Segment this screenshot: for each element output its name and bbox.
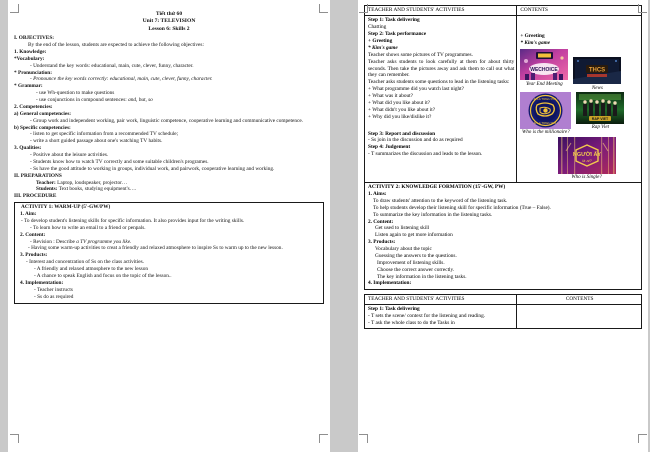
activity-1-aim-heading: 1. Aim:	[20, 211, 37, 217]
objectives-intro: By the end of the lesson, students are expected to achieve the following objectives:	[28, 42, 204, 48]
grammar-heading: * Grammar:	[14, 83, 43, 90]
lead-in-question-5: + Why did you like/dislike it?	[368, 113, 432, 120]
grammar-item-1: - use Wh-question to make questions	[36, 90, 115, 97]
preparations-students	[14, 186, 324, 193]
step-2-heading: Step 2: Task performance	[368, 31, 427, 38]
grammar-item-2-text: - use conjunctions in compound sentences:	[36, 97, 129, 103]
contents-cell	[517, 305, 642, 329]
right-page-body	[358, 0, 648, 329]
svg-text:WECHOICE: WECHOICE	[530, 67, 559, 74]
kims-game-line: * Kim's game	[368, 44, 398, 51]
preparations-teacher-text: Laptop, loudspeaker, projector…	[55, 179, 128, 186]
contents-cell	[517, 16, 642, 183]
activity-1-aim-item-1: - To develop student's listening skills for specific information. It also provides input for the writing skills.	[21, 217, 245, 224]
section-qualities	[14, 145, 324, 173]
title-line-2: Unit 7: TELEVISION	[142, 18, 196, 25]
activity-2-content-item-2: Listen again to get more information	[375, 232, 453, 239]
picture-item-who-is-the-millionaire	[520, 92, 571, 136]
picture-caption: Who is the millionaire?	[521, 129, 570, 136]
preparations-teacher-label: Teacher:	[36, 179, 56, 186]
activity-1-implementation-item-1: - Teacher instructs	[34, 286, 73, 293]
lead-in-question-2: + What was it about?	[368, 93, 413, 99]
greeting-line: + Greeting	[368, 38, 393, 44]
activity-1-products-item-3: - A chance to speak English and focus on the topic of the lesson..	[34, 272, 172, 279]
step-1-item-2: - T ask the whole class to do the Tasks in	[368, 319, 455, 326]
picture-caption: Rap Viet	[591, 124, 609, 131]
picture-item-year-end-meeting	[520, 49, 568, 87]
step-1-heading: Step 1: Task delivering	[368, 17, 420, 24]
svg-text:NGƯỜI ẤY: NGƯỜI ẤY	[572, 151, 601, 158]
pronunciation-heading: * Pronunciation:	[14, 69, 53, 76]
objectives-heading: I. OBJECTIVES:	[14, 35, 55, 42]
specific-competencies-item-1: - listen to get specific information from a recommended TV schedule;	[30, 131, 179, 138]
qualities-item-1: - Positive about the leisure activities.	[30, 152, 109, 158]
activity-2-aim-item-3: To summarize the key information in the listening tasks.	[373, 211, 493, 218]
step-1-item-1: - T sets the scene/ context for the listening and reading.	[368, 313, 486, 320]
general-competencies-item: - Group work and independent working, pair work, linguistic competence, cooperative learning and communicative competence.	[30, 117, 303, 124]
competencies-heading: 2. Competencies:	[14, 103, 53, 110]
rap-viet-icon	[576, 92, 624, 124]
left-page-body	[8, 0, 330, 304]
activity-1-products-item-1: - Interest and concentration of Ss on the class activities.	[26, 259, 144, 266]
svg-text:RAP VIET: RAP VIET	[592, 116, 609, 121]
activity-2-aim-item-2: To help students develop their listening skill for specific information (True – False).	[373, 204, 551, 211]
activity-1-box	[14, 202, 324, 305]
qualities-item-3: - Ss have the good attitude to working in groups, individual work, and pairwork, cooperative learning and working.	[30, 165, 275, 172]
title-line-1: Tiết thứ 60	[155, 11, 183, 17]
activity-2-products-item-1: Vocabulary about the topic	[375, 246, 432, 253]
tv-programme-pictures	[520, 47, 639, 181]
document-title	[14, 11, 324, 33]
preparations-students-text: Text books, studying equipment's….	[57, 186, 137, 193]
activity-1-implementation-item-2: - Ss do as required	[34, 293, 74, 300]
svg-text:AI LA TRIEU PHU: AI LA TRIEU PHU	[533, 120, 558, 125]
picture-item-who-is-single	[558, 137, 616, 181]
picture-caption: Who is Single?	[571, 174, 602, 181]
activity-1-aim-item-2: - To learn how to write an email to a friend or penpals.	[30, 224, 146, 231]
activity-1-products-item-2: - A friendly and relaxed atmosphere to the new lesson	[34, 266, 148, 272]
section-competencies	[14, 104, 324, 145]
column-header-contents: CONTENTS	[517, 294, 642, 304]
picture-row-3	[520, 137, 639, 181]
picture-caption: News	[591, 84, 603, 91]
preparations-students-label: Students:	[36, 186, 58, 193]
activity-2-products-item-5: The key information in the listening tasks.	[377, 273, 467, 280]
knowledge-heading: 1. Knowledge:	[14, 48, 47, 55]
pronunciation-dash: -	[30, 76, 34, 83]
step-4-body: - T summarizes the discussion and leads to the lesson.	[368, 151, 483, 158]
qualities-item-2: - Students know how to watch TV correctly and some suitable children's programes.	[30, 158, 209, 165]
picture-item-rap-viet	[576, 92, 624, 131]
activity-2-products-item-2: Guessing the answers to the questions.	[375, 252, 457, 259]
column-header-activities: TEACHER AND STUDENTS' ACTIVITIES	[365, 294, 517, 304]
table-row	[365, 305, 642, 329]
page-left	[8, 0, 330, 452]
news-icon	[573, 57, 621, 84]
activities-paragraph-3: Teacher asks students some questions to lead in the listening tasks:	[368, 79, 510, 86]
activity-2-aim-item-1: To draw students' attention to the keyword of the listening task.	[373, 197, 508, 204]
activity-1-content-item-2: - Having some warm-up activities to creat a friendly and relaxed atmosphere to inspire Ss to warm up to the new lesson.	[28, 245, 283, 252]
activity-2-aim-heading: 1. Aims:	[368, 191, 387, 198]
picture-item-news	[573, 49, 621, 91]
table-header-row	[365, 6, 642, 16]
preparations-heading: II. PREPARATIONS	[14, 172, 62, 179]
who-is-single-icon	[558, 137, 616, 174]
activities-cell	[365, 305, 517, 329]
title-line-3: Lesson 6: Skills 2	[148, 25, 190, 32]
pronunciation-text: Pronounce the key words correctly: educational, main, cute, clever, funny, character.	[33, 76, 213, 83]
qualities-heading: 3. Qualities:	[14, 145, 42, 152]
activities-cell	[365, 16, 517, 183]
section-preparations	[14, 173, 324, 194]
step-1-body: Chatting	[368, 24, 387, 31]
svg-text:là ai?: là ai?	[581, 157, 592, 163]
activity-2-title: ACTIVITY 2: KNOWLEDGE FORMATION (15'-GW, PW)	[368, 184, 506, 191]
activity-2-content-item-1: Get used to listening skill	[375, 225, 430, 232]
activity-2-products-heading: 3. Products:	[368, 239, 396, 246]
activity-2-products-item-3: Improvement of listening skills.	[377, 259, 445, 266]
table-row	[365, 16, 642, 183]
contents-greeting: + Greeting	[520, 33, 545, 40]
activity-1-content-item-1-italic: a TV programme you like.	[76, 238, 132, 245]
activity-2-steps-table	[364, 294, 642, 330]
vocabulary-item: - Understand the key words: educational, main, cute, clever, funny, character.	[30, 62, 194, 69]
pronunciation-item	[14, 76, 324, 83]
activity-1-implementation-heading: 4. Implementation:	[20, 279, 64, 286]
activity-2-cell	[365, 183, 642, 290]
column-header-contents: CONTENTS	[517, 6, 642, 16]
preparations-teacher	[14, 180, 324, 187]
lead-in-question-3: + What did you like about it?	[368, 99, 431, 106]
activities-paragraph-2: Teacher asks students to look carefully at them for about thirty seconds. Then take the pictures away and ask them to call out what they can remember.	[368, 58, 515, 79]
year-end-meeting-icon	[520, 49, 568, 80]
general-competencies-heading: a) General competencies:	[14, 110, 72, 117]
vocabulary-heading: *Vocabulary:	[14, 55, 45, 62]
step-1-heading: Step 1: Task delivering	[368, 306, 420, 313]
activity-2-content-heading: 2. Content:	[368, 218, 394, 225]
svg-text:AI LA TRIEU PHU: AI LA TRIEU PHU	[533, 96, 558, 101]
lead-in-question-1: + What programme did you watch last night?	[368, 86, 465, 93]
activity-2-table	[364, 182, 642, 290]
step-3-heading: Step 3: Report and discussion	[368, 130, 436, 137]
grammar-item-2-examples: and, but, so	[128, 97, 153, 103]
picture-row-2	[520, 92, 639, 136]
svg-text:THCS: THCS	[589, 67, 606, 74]
procedure-heading: III. PROCEDURE	[14, 193, 57, 200]
activity-2-products-item-4: Choose the correct answer correctly.	[377, 266, 455, 273]
contents-kims-game: * Kim's game	[520, 40, 551, 47]
activities-paragraph-1: Teacher shows some pictures of TV programmes.	[368, 51, 473, 58]
who-is-the-millionaire-icon	[520, 92, 571, 129]
activity-1-content-heading: 2. Content:	[20, 231, 46, 238]
specific-competencies-heading: b) Specific competencies:	[14, 124, 71, 131]
page-right	[358, 0, 648, 452]
activity-1-table	[364, 5, 642, 183]
picture-caption: Year End Meeting	[526, 80, 563, 87]
grammar-item-2	[14, 97, 324, 104]
section-objectives	[14, 35, 324, 104]
step-4-heading: Step 4: Judgement	[368, 144, 411, 151]
activity-2-row	[365, 183, 642, 290]
activity-1-title: ACTIVITY 1: WARM-UP (5'-GW/PW)	[21, 204, 111, 211]
lead-in-question-4: + What didn't you like about it?	[368, 106, 436, 113]
picture-row-1	[520, 49, 639, 91]
step-3-body: - Ss join in the discussion and do as required	[368, 137, 463, 144]
activity-1-content-item-1-text: - Revision : Describe	[30, 238, 77, 245]
column-header-activities: TEACHER AND STUDENTS' ACTIVITIES	[365, 6, 517, 16]
table-header-row	[365, 294, 642, 304]
specific-competencies-item-2: - write a short guided passage about one's watching TV habits.	[30, 138, 163, 145]
activity-2-implementation-heading: 4. Implementation:	[368, 280, 412, 287]
activity-1-products-heading: 3. Products:	[20, 252, 48, 259]
